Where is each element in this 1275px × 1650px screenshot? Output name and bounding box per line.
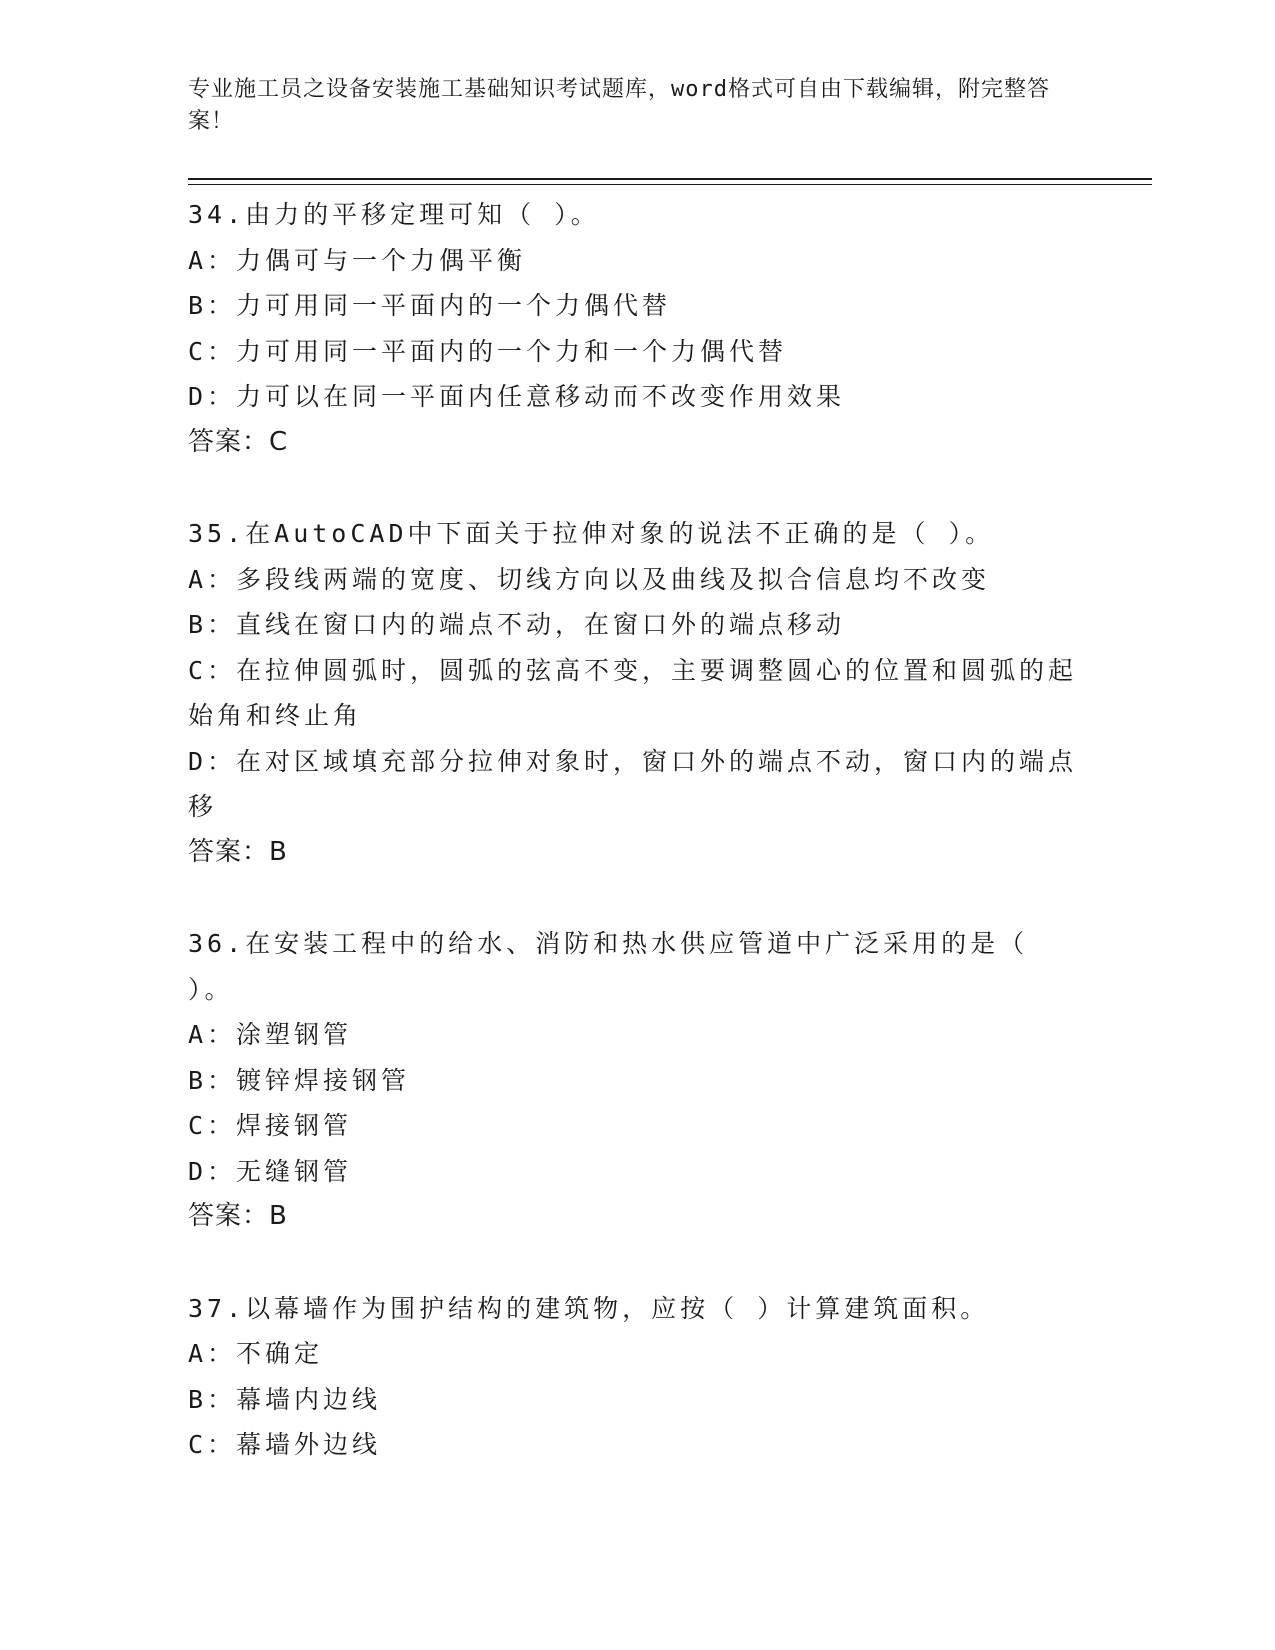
question-list — [188, 192, 1088, 1514]
question-36 — [188, 921, 1088, 1240]
option-d: D：在对区域填充部分拉伸对象时，窗口外的端点不动，窗口内的端点移 — [188, 746, 1078, 821]
option-d: D：无缝钢管 — [188, 1156, 353, 1186]
question-stem: 36.在安装工程中的给水、消防和热水供应管道中广泛采用的是（ ）。 — [188, 929, 1029, 1004]
option-a: A：力偶可与一个力偶平衡 — [188, 245, 527, 275]
option-c: C：焊接钢管 — [188, 1111, 353, 1140]
option-a: A：不确定 — [188, 1339, 324, 1368]
answer: 答案：C — [188, 426, 289, 457]
question-37 — [188, 1286, 1088, 1468]
option-b: B：镀锌焊接钢管 — [188, 1065, 411, 1095]
answer: 答案：B — [188, 1201, 288, 1231]
question-stem: 34.由力的平移定理可知（ ）。 — [188, 200, 600, 229]
header-divider-thin — [188, 184, 1152, 185]
question-stem: 37.以幕墙作为围护结构的建筑物，应按（ ）计算建筑面积。 — [188, 1293, 990, 1323]
document-header: 专业施工员之设备安装施工基础知识考试题库，word格式可自由下载编辑，附完整答案！ — [188, 77, 1050, 134]
option-c: C：力可用同一平面内的一个力和一个力偶代替 — [188, 336, 788, 366]
question-34 — [188, 192, 1088, 465]
option-c: C：幕墙外边线 — [188, 1430, 382, 1459]
option-d: D：力可以在同一平面内任意移动而不改变作用效果 — [188, 382, 846, 411]
question-stem: 35.在AutoCAD中下面关于拉伸对象的说法不正确的是（ ）。 — [188, 519, 995, 548]
option-a: A：涂塑钢管 — [188, 1020, 353, 1049]
option-c: C：在拉伸圆弧时，圆弧的弦高不变，主要调整圆心的位置和圆弧的起始角和终止角 — [188, 655, 1078, 730]
answer: 答案：B — [188, 836, 288, 867]
option-b: B：力可用同一平面内的一个力偶代替 — [188, 291, 672, 320]
option-a: A：多段线两端的宽度、切线方向以及曲线及拟合信息均不改变 — [188, 564, 991, 594]
header-divider-thick — [188, 178, 1152, 180]
option-b: B：幕墙内边线 — [188, 1384, 382, 1414]
question-35 — [188, 511, 1088, 875]
option-b: B：直线在窗口内的端点不动，在窗口外的端点移动 — [188, 610, 846, 639]
